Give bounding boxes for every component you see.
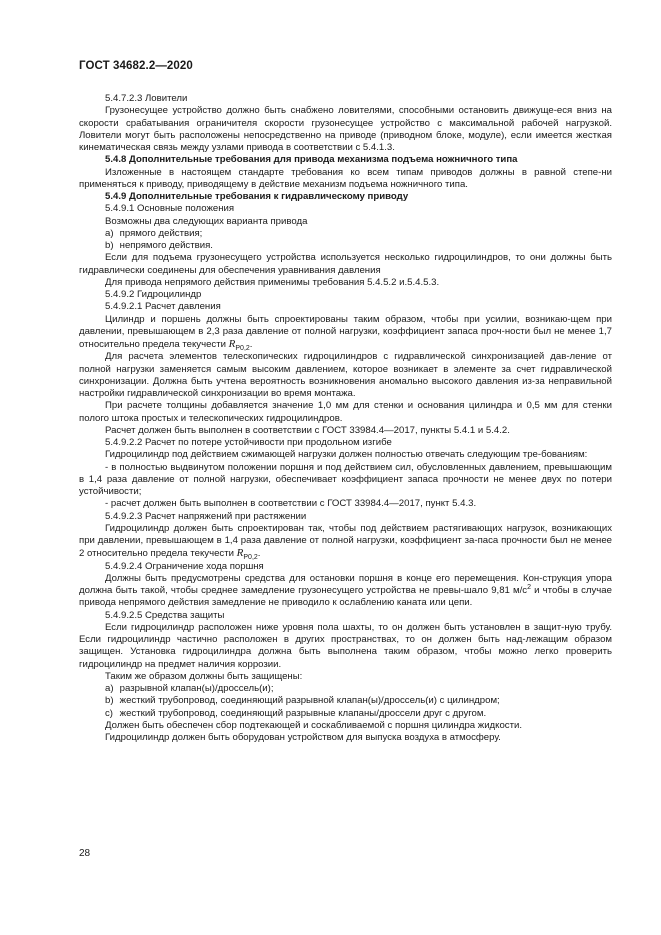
symbol-r: R xyxy=(236,547,244,560)
paragraph xyxy=(79,573,612,610)
list-marker: c) xyxy=(105,707,113,719)
dash-item xyxy=(79,498,612,510)
section-heading: 5.4.9.2.5 Средства защиты xyxy=(105,609,225,621)
paragraph: При расчете толщины добавляется значение 1,0 мм для стенки и основания цилиндра и 0,5 мм для стенки полого штока простых и телескопических гидроцилиндров. xyxy=(79,400,612,424)
paragraph: Гидроцилиндр должен быть оборудован устройством для выпуска воздуха в атмосферу. xyxy=(105,732,501,743)
section-heading: 5.4.9.2.1 Расчет давления xyxy=(105,301,221,313)
section-heading: 5.4.9.2.3 Расчет напряжений при растяжении xyxy=(105,510,307,522)
list-item-text: жесткий трубопровод, соединяющий разрывные клапаны/дроссели друг с другом. xyxy=(119,707,487,719)
paragraph xyxy=(79,314,612,352)
paragraph-text: Гидроцилиндр должен быть спроектирован так, чтобы под действием растягивающих нагрузок, возникающих при давлении, превышающем в 1,4 раза давление от полной нагрузки, коэффициент за-паса прочности был не менее 2 относительно предела текучести xyxy=(79,522,612,560)
document-body xyxy=(79,93,612,744)
superscript: 2 xyxy=(527,583,531,591)
paragraph: Если для подъема грузонесущего устройства используется несколько гидроцилиндров, то они должны быть гидравлически соединены для обеспечения уравнивания давления xyxy=(79,252,612,276)
list-item xyxy=(79,240,612,252)
paragraph: Для привода непрямого действия применимы требования 5.4.5.2 и.5.4.5.3. xyxy=(105,276,440,288)
section-heading: 5.4.7.2.3 Ловители xyxy=(105,93,188,104)
list-item-text: жесткий трубопровод, соединяющий разрывной клапан(ы)/дроссель(и) с цилиндром; xyxy=(119,695,500,707)
symbol-subscript: P0,2 xyxy=(243,554,258,562)
list-item-text: непрямого действия. xyxy=(119,240,213,251)
punctuation: . xyxy=(249,339,253,350)
page-number: 28 xyxy=(79,848,91,859)
paragraph: Изложенные в настоящем стандарте требования ко всем типам приводов должны в равной степе-ни применяться к приводу, приводящему в действие механизм подъема ножничного типа. xyxy=(79,166,612,190)
paragraph: Расчет должен быть выполнен в соответствии с ГОСТ 33984.4—2017, пункты 5.4.1 и 5.4.2. xyxy=(105,424,510,436)
list-marker: b) xyxy=(105,695,114,707)
paragraph: Таким же образом должны быть защищены: xyxy=(105,670,303,682)
paragraph: Грузонесущее устройство должно быть снабжено ловителями, способными остановить движуще-еся вниз на скорости срабатывания ограничителя скорости грузонесущее устройство с максимальной рабочей нагрузкой. Ловители могут быть расположены непосредственно на приводе (приводном блоке, модуле), если имеется жесткая кинематическая связь между узлами привода в соответствии с 5.4.1.3. xyxy=(79,105,612,153)
dash-item-text: в полностью выдвинутом положении поршня и под действием сил, обусловленных давлением, превышающим в 1,4 раза давление от полной нагрузки, обеспечивает коэффициент запаса прочности не менее двух по потери устойчивости; xyxy=(79,461,612,497)
list-item xyxy=(79,695,612,707)
dash-item-text: расчет должен быть выполнен в соответствии с ГОСТ 33984.4—2017, пункт 5.4.3. xyxy=(110,498,477,510)
paragraph: Возможны два следующих варианта привода xyxy=(105,215,308,227)
section-heading: 5.4.9.2.2 Расчет по потере устойчивости при продольном изгибе xyxy=(105,437,392,448)
list-item-text: прямого действия; xyxy=(119,227,203,239)
paragraph: Гидроцилиндр под действием сжимающей нагрузки должен полностью отвечать следующим тре-бованиям: xyxy=(105,449,588,461)
paragraph: Для расчета элементов телескопических гидроцилиндров с гидравлической синхронизацией дав-ление от полной нагрузки заменяется самым высоким давлением, которое возникает в элементе за счет гидравлической синхронизации. Должна быть учтена вероятность возникновения аномально высокого давления из-за неправильной настройки гидравлической синхронизации во время монтажа. xyxy=(79,351,612,399)
punctuation: . xyxy=(257,548,261,560)
paragraph: Должен быть обеспечен сбор подтекающей и соскабливаемой с поршня цилиндра жидкости. xyxy=(105,719,523,731)
list-item xyxy=(79,683,612,695)
dash-marker: - xyxy=(105,461,109,473)
symbol-subscript: P0,2 xyxy=(235,344,250,352)
section-heading: 5.4.9.2 Гидроцилиндр xyxy=(105,289,202,300)
section-heading-bold: 5.4.8 Дополнительные требования для привода механизма подъема ножничного типа xyxy=(105,154,518,166)
section-heading: 5.4.9.2.4 Ограничение хода поршня xyxy=(105,560,264,572)
dash-marker: - xyxy=(105,498,109,510)
paragraph-text: Должны быть предусмотрены средства для остановки поршня в конце его перемещения. Кон-струкция упора должна быть такой, чтобы среднее замедление грузонесущего устройства не превы-шало 9,81 м/с xyxy=(79,572,612,596)
list-item-text: разрывной клапан(ы)/дроссель(и); xyxy=(119,683,274,694)
list-marker: a) xyxy=(105,683,114,694)
paragraph-text: и чтобы в случае привода непрямого действия замедление не приводило к ослаблению каната или цепи. xyxy=(79,585,612,609)
symbol-r: R xyxy=(228,338,236,350)
paragraph: Если гидроцилиндр расположен ниже уровня пола шахты, то он должен быть установлен в защит-ную трубу. Если гидроцилиндр частично расположен в других пространствах, то он должен быть над-лежащим образом защищен. Установка гидроцилиндра должна быть выполнена таким образом, чтобы можно легко проверить гидроцилиндр на предмет наличия коррозии. xyxy=(79,621,612,670)
list-item xyxy=(79,708,612,720)
list-item xyxy=(79,228,612,240)
dash-item xyxy=(79,462,612,499)
list-marker: a) xyxy=(105,227,114,239)
paragraph xyxy=(79,523,612,561)
paragraph-text: Цилиндр и поршень должны быть спроектированы таким образом, чтобы при усилии, возникаю-щем при давлении, превышающем в 2,3 раза давление от полной нагрузки, коэффициент запаса проч-ности был не менее 1,7 относительно предела текучести xyxy=(79,313,612,350)
list-marker: b) xyxy=(105,240,114,251)
section-heading-bold: 5.4.9 Дополнительные требования к гидравлическому приводу xyxy=(105,191,409,202)
section-heading: 5.4.9.1 Основные положения xyxy=(105,203,235,215)
document-header: ГОСТ 34682.2—2020 xyxy=(79,60,193,72)
